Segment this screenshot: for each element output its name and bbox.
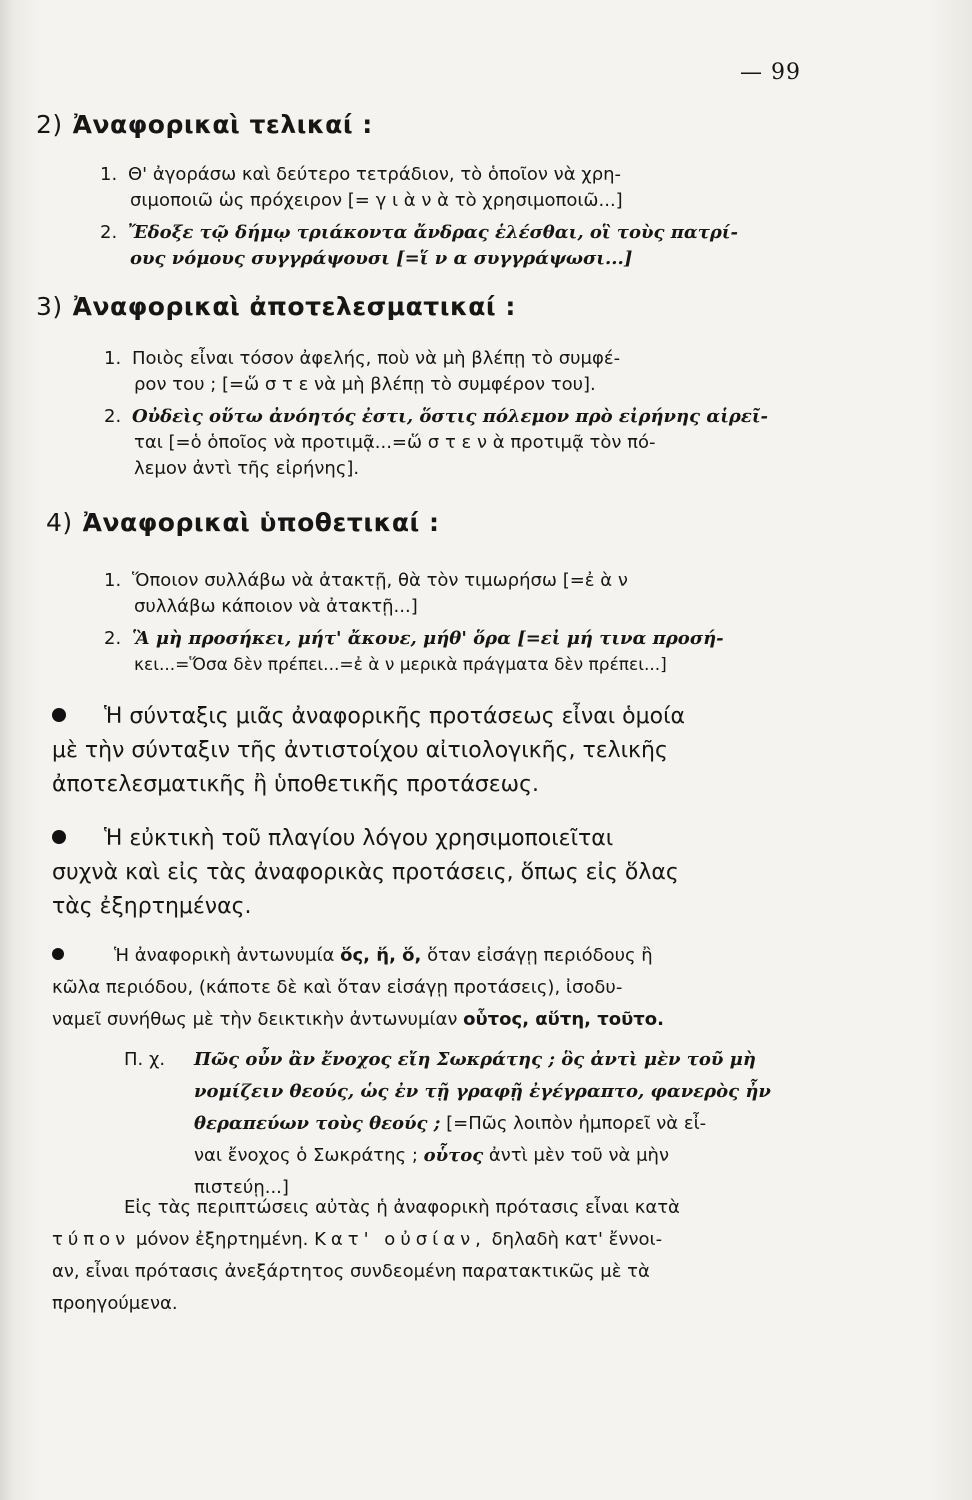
paragraph-text: ὅταν εἰσάγῃ περιόδους ἢ (421, 945, 653, 966)
closing-paragraph (52, 1192, 832, 1320)
paragraph-line: κῶλα περιόδου, (κάποτε δὲ καὶ ὅταν εἰσάγῃ προτάσεις), ἰσοδυ- (52, 977, 623, 998)
section-title: Ἀναφορικαὶ ἀποτελεσματικαί : (72, 292, 516, 321)
page-number: — 99 (740, 60, 801, 85)
bullet-paragraph (52, 822, 832, 924)
section-heading-2 (36, 110, 373, 139)
item-line: Οὐδεὶς οὕτω ἀνόητός ἐστι, ὅστις πόλεμον πρὸ εἰρήνης αἱρεῖ- (132, 406, 769, 427)
item-number: 1. (100, 164, 118, 185)
example-line: πιστεύῃ...] (194, 1177, 289, 1198)
closing-line: αν, εἶναι πρότασις ἀνεξάρτητος συνδεομένη παρατακτικῶς μὲ τὰ (52, 1261, 650, 1282)
paragraph-line: συχνὰ καὶ εἰς τὰς ἀναφορικὰς προτάσεις, ὅπως εἰς ὅλας (52, 860, 679, 885)
bullet-paragraph (52, 700, 832, 802)
list-item (104, 568, 814, 620)
section-heading-4 (46, 508, 439, 537)
example-block (124, 1044, 824, 1204)
closing-text: δηλαδὴ κατ' ἔννοι- (485, 1229, 663, 1250)
section-number: 3) (36, 292, 63, 321)
paragraph-text: Ἡ ἀναφορικὴ ἀντωνυμία (114, 945, 341, 966)
section-title: Ἀναφορικαὶ ὑποθετικαί : (82, 508, 440, 537)
example-text: ἀντὶ μὲν τοῦ νὰ μὴν (483, 1145, 669, 1166)
section-number: 2) (36, 110, 63, 139)
closing-text: μόνον ἐξηρτημένη. (130, 1229, 315, 1250)
paragraph-line: Ἡ εὐκτικὴ τοῦ πλαγίου λόγου χρησιμοποιεῖται (104, 826, 614, 851)
item-line: κει...=Ὅσα δὲν πρέπει...=ἐ ὰ ν μερικὰ πράγματα δὲν πρέπει...] (134, 655, 667, 675)
example-label: Π. χ. (124, 1049, 166, 1070)
paragraph-bold: ὅς, ἥ, ὅ, (340, 945, 422, 966)
example-line: [=Πῶς λοιπὸν ἠμπορεῖ νὰ εἶ- (440, 1113, 707, 1134)
item-line: Θ' ἀγοράσω καὶ δεύτερο τετράδιον, τὸ ὁποῖον νὰ χρη- (128, 164, 622, 185)
item-line: λεμον ἀντὶ τῆς εἰρήνης]. (134, 458, 360, 479)
example-line: νομίζειν θεούς, ὡς ἐν τῇ γραφῇ ἐγέγραπτο, φανερὸς ἦν (194, 1081, 771, 1102)
list-item (104, 346, 814, 398)
section-title: Ἀναφορικαὶ τελικαί : (72, 110, 373, 139)
item-number: 1. (104, 348, 122, 369)
section-heading-3 (36, 292, 516, 321)
item-line: ους νόμους συγγράψουσι [=ἵ ν α συγγράψωσι...] (130, 248, 633, 269)
item-line: Ὅποιον συλλάβω νὰ ἀτακτῇ, θὰ τὸν τιμωρήσω [=ἐ ὰ ν (132, 570, 628, 591)
item-line: συλλάβω κάποιον νὰ ἀτακτῇ...] (134, 596, 418, 617)
example-text: ναι ἔνοχος ὁ Σωκράτης ; (194, 1145, 424, 1166)
item-number: 1. (104, 570, 122, 591)
example-line: Πῶς οὖν ἂν ἔνοχος εἴη Σωκράτης ; ὃς ἀντὶ μὲν τοῦ μὴ (194, 1049, 756, 1070)
item-line: Ποιὸς εἶναι τόσον ἀφελής, ποὺ νὰ μὴ βλέπῃ τὸ συμφέ- (132, 348, 621, 369)
paragraph-line: ἀποτελεσματικῆς ἢ ὑποθετικῆς προτάσεως. (52, 772, 540, 797)
list-item (100, 220, 810, 272)
bullet-icon (52, 948, 64, 960)
paragraph-bold: οὗτος, αὕτη, τοῦτο. (463, 1009, 664, 1030)
bullet-icon (52, 708, 66, 722)
item-line: ται [=ὁ ὁποῖος νὰ προτιμᾷ...=ὥ σ τ ε ν ὰ προτιμᾷ τὸν πό- (134, 432, 656, 453)
item-line: Ἔδοξε τῷ δήμῳ τριάκοντα ἄνδρας ἑλέσθαι, οἳ τοὺς πατρί- (128, 222, 738, 243)
closing-line: Εἰς τὰς περιπτώσεις αὐτὰς ἡ ἀναφορικὴ πρότασις εἶναι κατὰ (124, 1197, 680, 1218)
bullet-icon (52, 830, 66, 844)
item-number: 2. (104, 628, 122, 649)
paragraph-line: μὲ τὴν σύνταξιν τῆς ἀντιστοίχου αἰτιολογικῆς, τελικῆς (52, 738, 668, 763)
bullet-paragraph (52, 940, 832, 1036)
item-number: 2. (100, 222, 118, 243)
section-number: 4) (46, 508, 73, 537)
paragraph-text: ναμεῖ συνήθως μὲ τὴν δεικτικὴν ἀντωνυμίαν (52, 1009, 464, 1030)
item-line: ρον του ; [=ὥ σ τ ε νὰ μὴ βλέπῃ τὸ συμφέρον του]. (134, 374, 596, 395)
example-line: θεραπεύων τοὺς θεούς ; (194, 1113, 441, 1134)
closing-line: προηγούμενα. (52, 1293, 178, 1314)
paragraph-line: Ἡ σύνταξις μιᾶς ἀναφορικῆς προτάσεως εἶναι ὁμοία (104, 704, 686, 729)
list-item (100, 162, 810, 214)
item-line: σιμοποιῶ ὡς πρόχειρον [= γ ι ὰ ν ὰ τὸ χρησιμοποιῶ...] (130, 190, 623, 211)
spaced-text: τύπον (52, 1229, 131, 1250)
spaced-text: Κατ' οὐσίαν, (314, 1229, 486, 1250)
list-item (104, 404, 814, 482)
item-line: Ἃ μὴ προσήκει, μήτ' ἄκουε, μήθ' ὅρα [=εἰ μή τινα προσή- (132, 628, 724, 649)
example-italic: οὗτος (423, 1145, 484, 1166)
list-item (104, 626, 814, 678)
item-number: 2. (104, 406, 122, 427)
paragraph-line: τὰς ἐξηρτημένας. (52, 894, 252, 919)
